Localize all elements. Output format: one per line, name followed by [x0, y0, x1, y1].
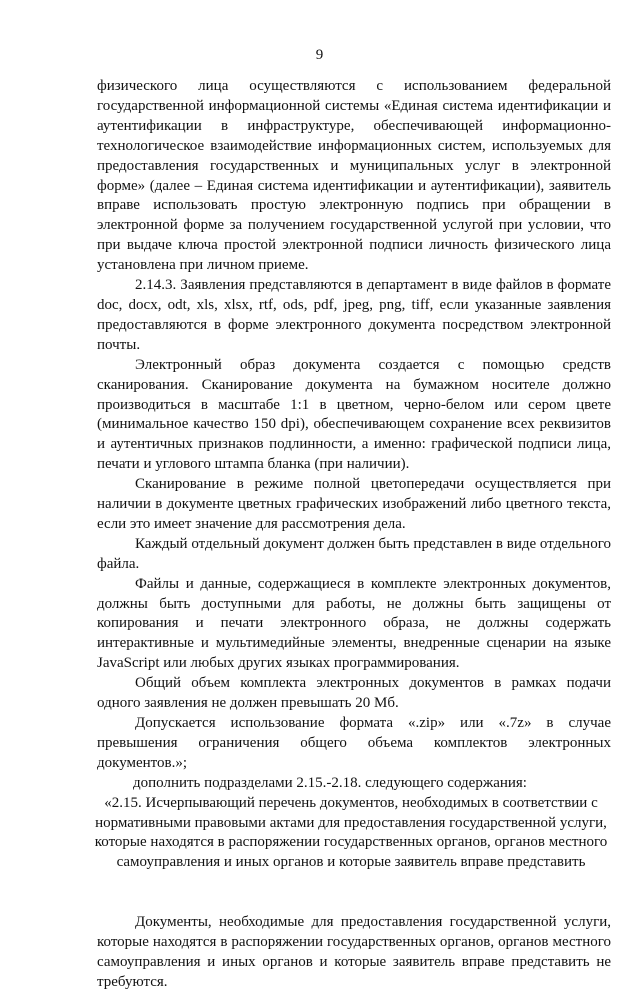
paragraph-separate-file: Каждый отдельный документ должен быть представлен в виде отдельного файла.	[97, 535, 611, 572]
paragraph-documents-not-required: Документы, необходимые для предоставления государственной услуги, которые находятся в распоряжении государственных органов, органов местного самоуправления и иных органов и которые заявитель вправе представить не требуются.	[97, 914, 611, 990]
paragraph-color-scanning: Сканирование в режиме полной цветопередачи осуществляется при наличии в документе цветных графических изображений либо цветного текста, если это имеет значение для рассмотрения дела.	[97, 476, 611, 532]
paragraph-amendment-intro: дополнить подразделами 2.15.-2.18. следующего содержания:	[133, 774, 527, 791]
section-heading: «2.15. Исчерпывающий перечень документов, необходимых в соответствии с нормативными правовыми актами для предоставления государственной услуги, которые находятся в распоряжении государственных органов, органов местного самоуправления и иных органов и которые заявитель вправе представить	[94, 794, 608, 871]
paragraph-file-requirements: Файлы и данные, содержащиеся в комплекте электронных документов, должны быть доступными для работы, не должны быть защищены от копирования и печати электронного образа, не должны содержать интерактивные и мультимедийные элементы, внедренные сценарии на языке JavaScript или любых других языках программирования.	[97, 575, 611, 672]
paragraph-electronic-image: Электронный образ документа создается с помощью средств сканирования. Сканирование документа на бумажном носителе должно производиться в масштабе 1:1 в цветном, черно-белом или сером цвете (минимальное качество 150 dpi), обеспечивающем сохранение всех реквизитов и аутентичных признаков подлинности, а именно: графической подписи лица, печати и углового штампа бланка (при наличии).	[97, 356, 611, 473]
page-number: 9	[315, 47, 324, 63]
paragraph-total-size: Общий объем комплекта электронных документов в рамках подачи одного заявления не должен превышать 20 Мб.	[97, 675, 611, 712]
paragraph-file-formats: 2.14.3. Заявления представляются в департамент в виде файлов в формате doc, docx, odt, xls, xlsx, rtf, ods, pdf, jpeg, png, tiff, если указанные заявления предоставляются в форме электронного документа посредством электронной почты.	[97, 277, 611, 353]
document-body	[94, 77, 611, 993]
paragraph-identification-system: физического лица осуществляются с использованием федеральной государственной информационной системы «Единая система идентификации и аутентификации в инфраструктуре, обеспечивающей информационно-технологическое взаимодействие информационных систем, используемых для предоставления государственных и муниципальных услуг в электронной форме» (далее – Единая система идентификации и аутентификации), заявитель вправе использовать простую электронную подпись при обращении в электронной форме за получением государственной услугой при условии, что при выдаче ключа простой электронной подписи личность физического лица установлена при личном приеме.	[97, 78, 611, 274]
spacer	[97, 873, 611, 913]
paragraph-archive-formats: Допускается использование формата «.zip» или «.7z» в случае превышения ограничения общего объема комплектов электронных документов.»;	[97, 715, 611, 771]
